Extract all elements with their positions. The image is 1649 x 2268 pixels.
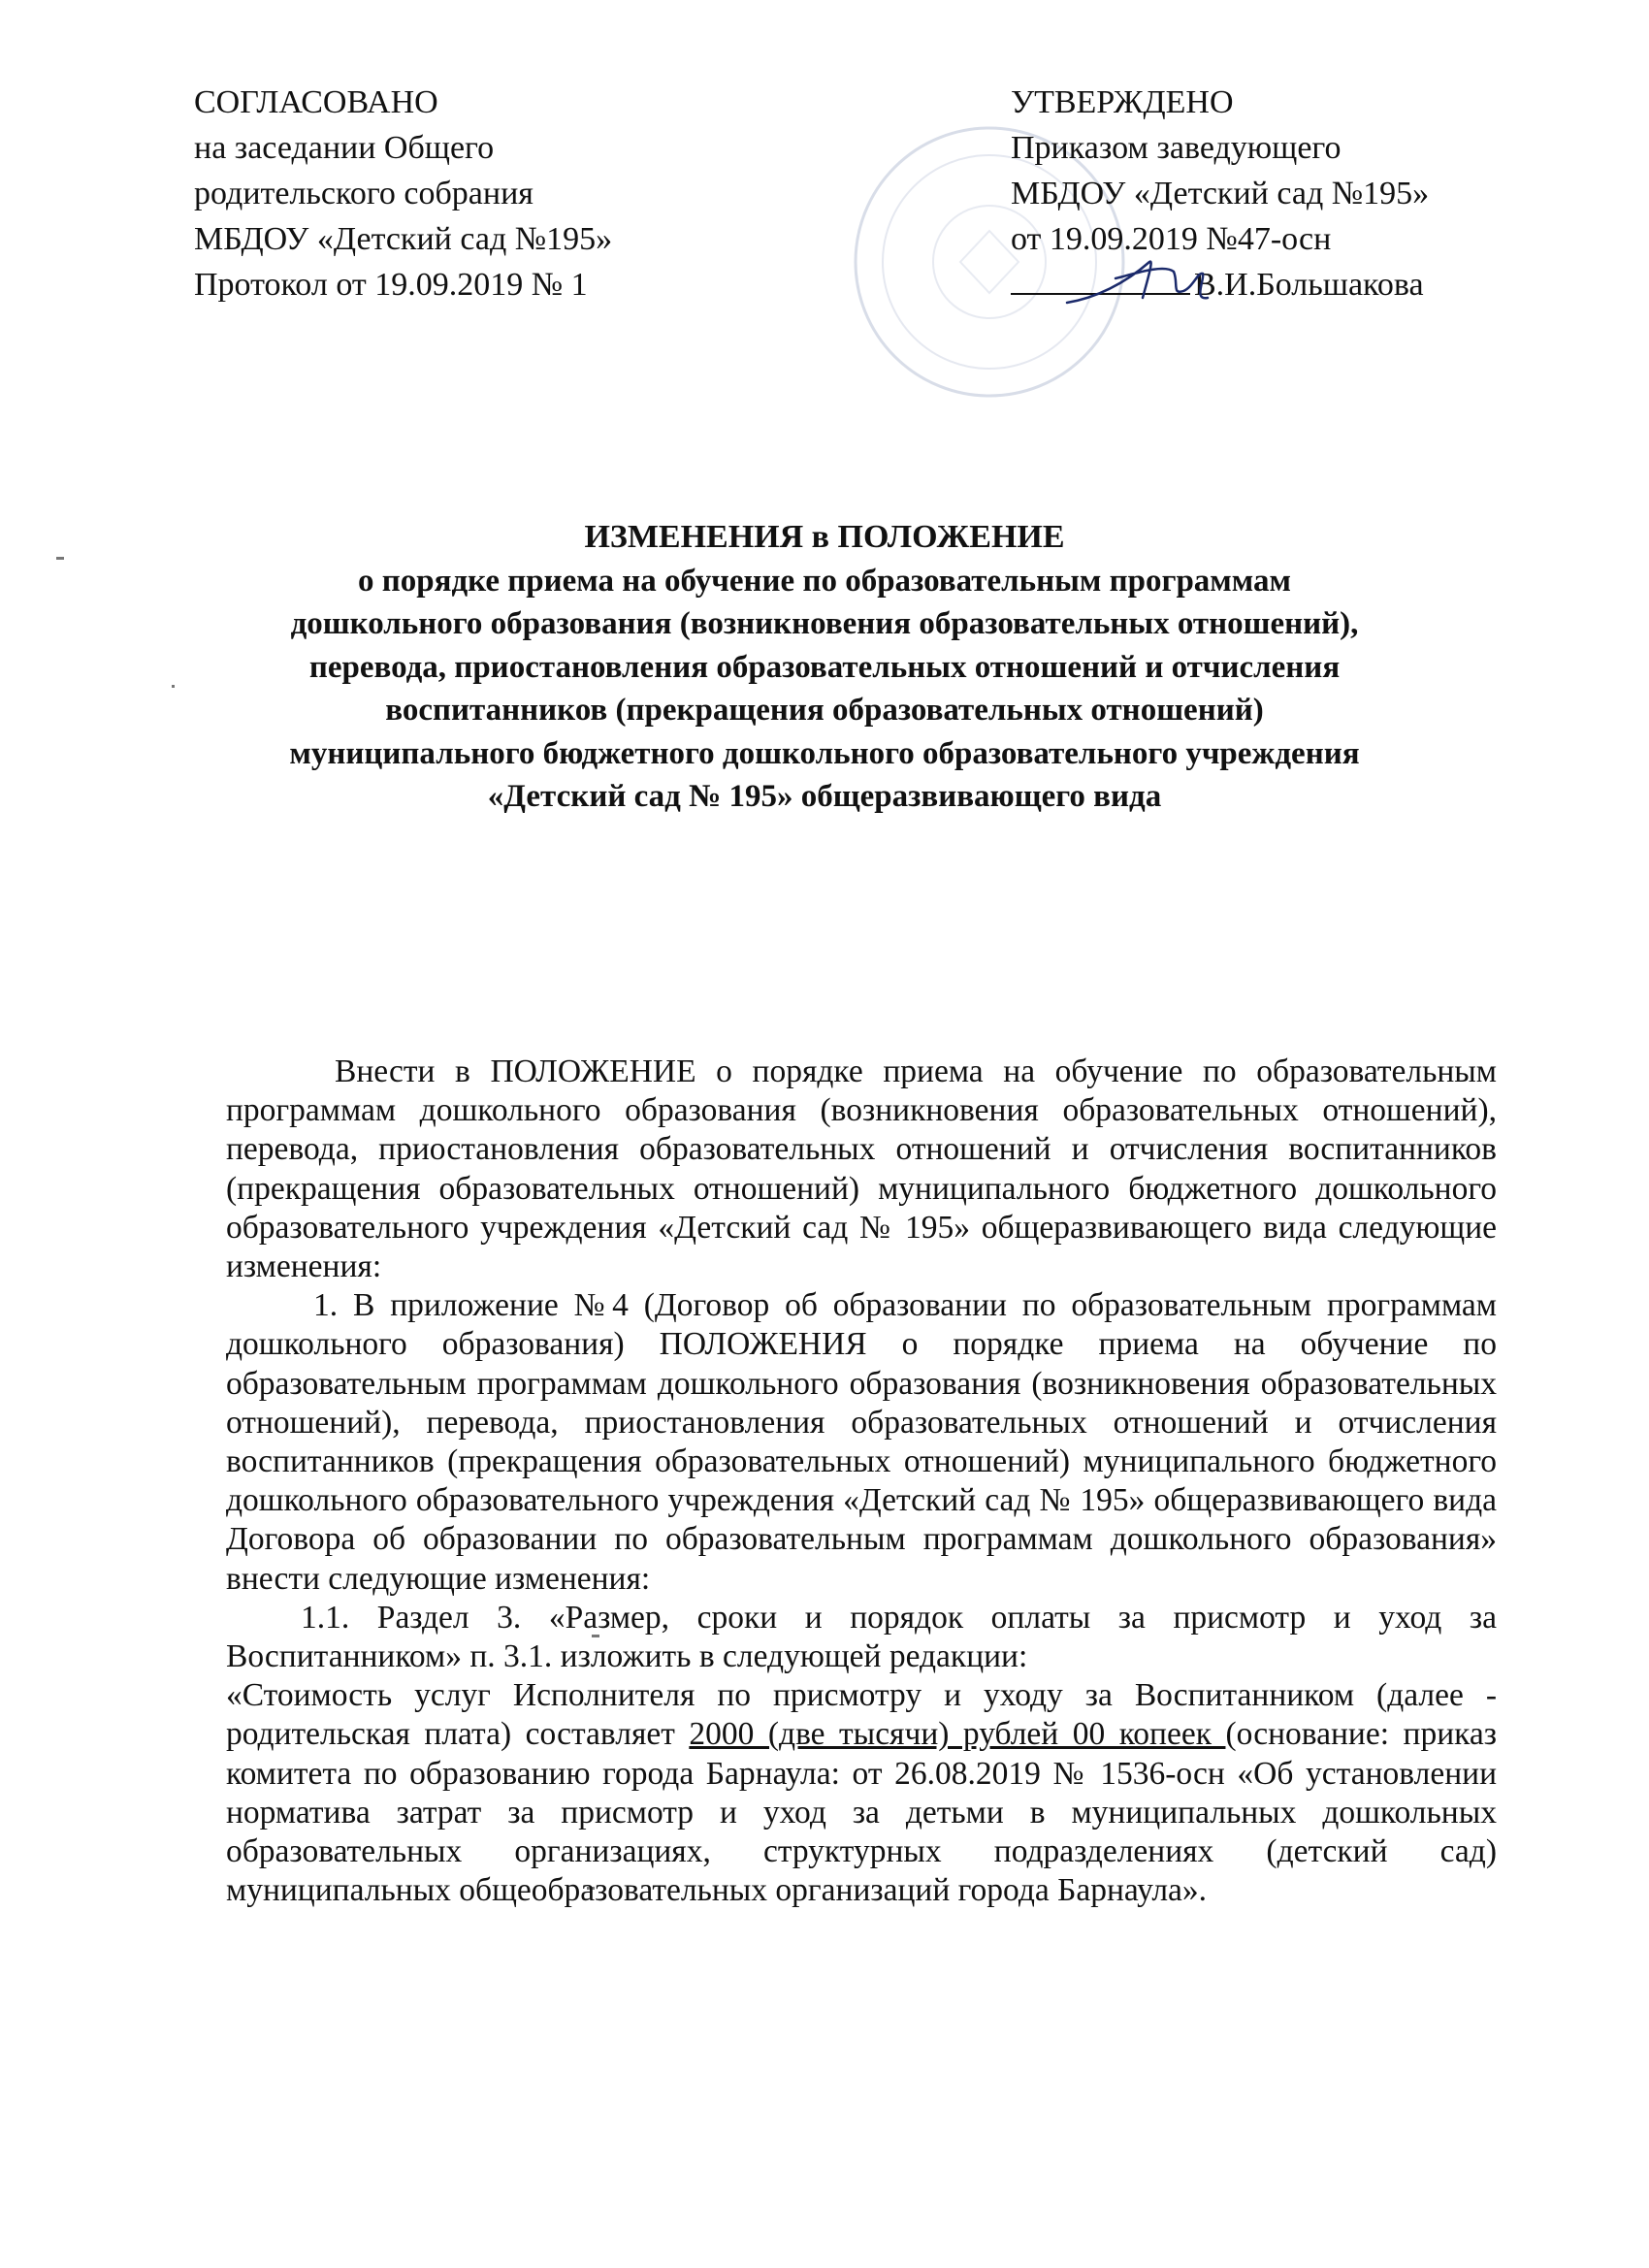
handwritten-signature — [1057, 244, 1222, 322]
title-line: «Детский сад № 195» общеразвивающего вида — [487, 779, 1162, 814]
title-line: дошкольного образования (возникновения образовательных отношений), — [290, 606, 1359, 641]
item-1-paragraph: 1. В приложение №4 (Договор об образовании по образовательным программам дошкольного образования) ПОЛОЖЕНИЯ о порядке приема на обучение по образовательным программам дошкольного образования (возникновения образовательных отношений), перевода, приостановления образовательных отношений и отчисления воспитанников (прекращения образовательных отношений) муниципального бюджетного дошкольного образовательного учреждения «Детский сад № 195» общеразвивающего вида Договора об образовании по образовательным программам дошкольного образования» внести следующие изменения: — [226, 1287, 1497, 1597]
agreed-assembly: родительского собрания — [194, 176, 534, 211]
title-line: перевода, приостановления образовательных отношений и отчисления — [308, 649, 1341, 685]
approved-heading: УТВЕРЖДЕНО — [1011, 84, 1234, 120]
intro-paragraph: Внести в ПОЛОЖЕНИЕ о порядке приема на обучение по образовательным программам дошкольного образования (возникновения образовательных отношений), перевода, приостановления образовательных отношений и отчисления воспитанников (прекращения образовательных отношений) муниципального бюджетного дошкольного образовательного учреждения «Детский сад № 195» общеразвивающего вида следующие изменения: — [226, 1053, 1497, 1285]
document-body — [226, 1053, 1497, 1910]
title-line: о порядке приема на обучение по образовательным программам — [357, 563, 1292, 599]
approved-order: Приказом заведующего — [1011, 130, 1342, 166]
agreed-protocol: Протокол от 19.09.2019 № 1 — [194, 267, 588, 303]
agreed-organization: МБДОУ «Детский сад №195» — [194, 221, 613, 257]
approval-agreed-block — [194, 80, 612, 308]
title-main: ИЗМЕНЕНИЯ в ПОЛОЖЕНИЕ — [584, 519, 1065, 555]
quote-paragraph — [226, 1676, 1497, 1910]
item-1-1-paragraph: 1.1. Раздел 3. «Размер, сроки и порядок оплаты за присмотр и уход за Воспитанником» п. 3.1. изложить в следующей редакции: — [226, 1599, 1497, 1675]
fee-amount: 2000 (две тысячи) рублей 00 копеек — [689, 1716, 1226, 1753]
approved-order-date: от 19.09.2019 №47-осн — [1011, 221, 1332, 257]
scan-mark — [56, 557, 64, 560]
title-line: муниципального бюджетного дошкольного образовательного учреждения — [289, 735, 1360, 771]
agreed-meeting: на заседании Общего — [194, 130, 495, 166]
title-line: воспитанников (прекращения образовательных отношений) — [385, 693, 1264, 728]
document-title — [165, 516, 1484, 819]
quote-text-start: «Стоимость услуг Исполнителя по присмотру и уходу за Воспитанником (далее - родительская плата) составляет — [226, 1677, 1497, 1753]
quote-text-end: (основание: приказ комитета по образованию города Барнаула: от 26.08.2019 № 1536-осн «Об установлении норматива затрат за присмотр и уход за детьми в муниципальных дошкольных образовательных организациях, структурных подразделениях (детский сад) муниципальных общеобразовательных организаций города Барнаула». — [226, 1716, 1497, 1909]
head-name: В.И.Большакова — [1194, 267, 1424, 303]
approved-organization: МБДОУ «Детский сад №195» — [1011, 176, 1430, 211]
agreed-heading: СОГЛАСОВАНО — [194, 84, 438, 120]
